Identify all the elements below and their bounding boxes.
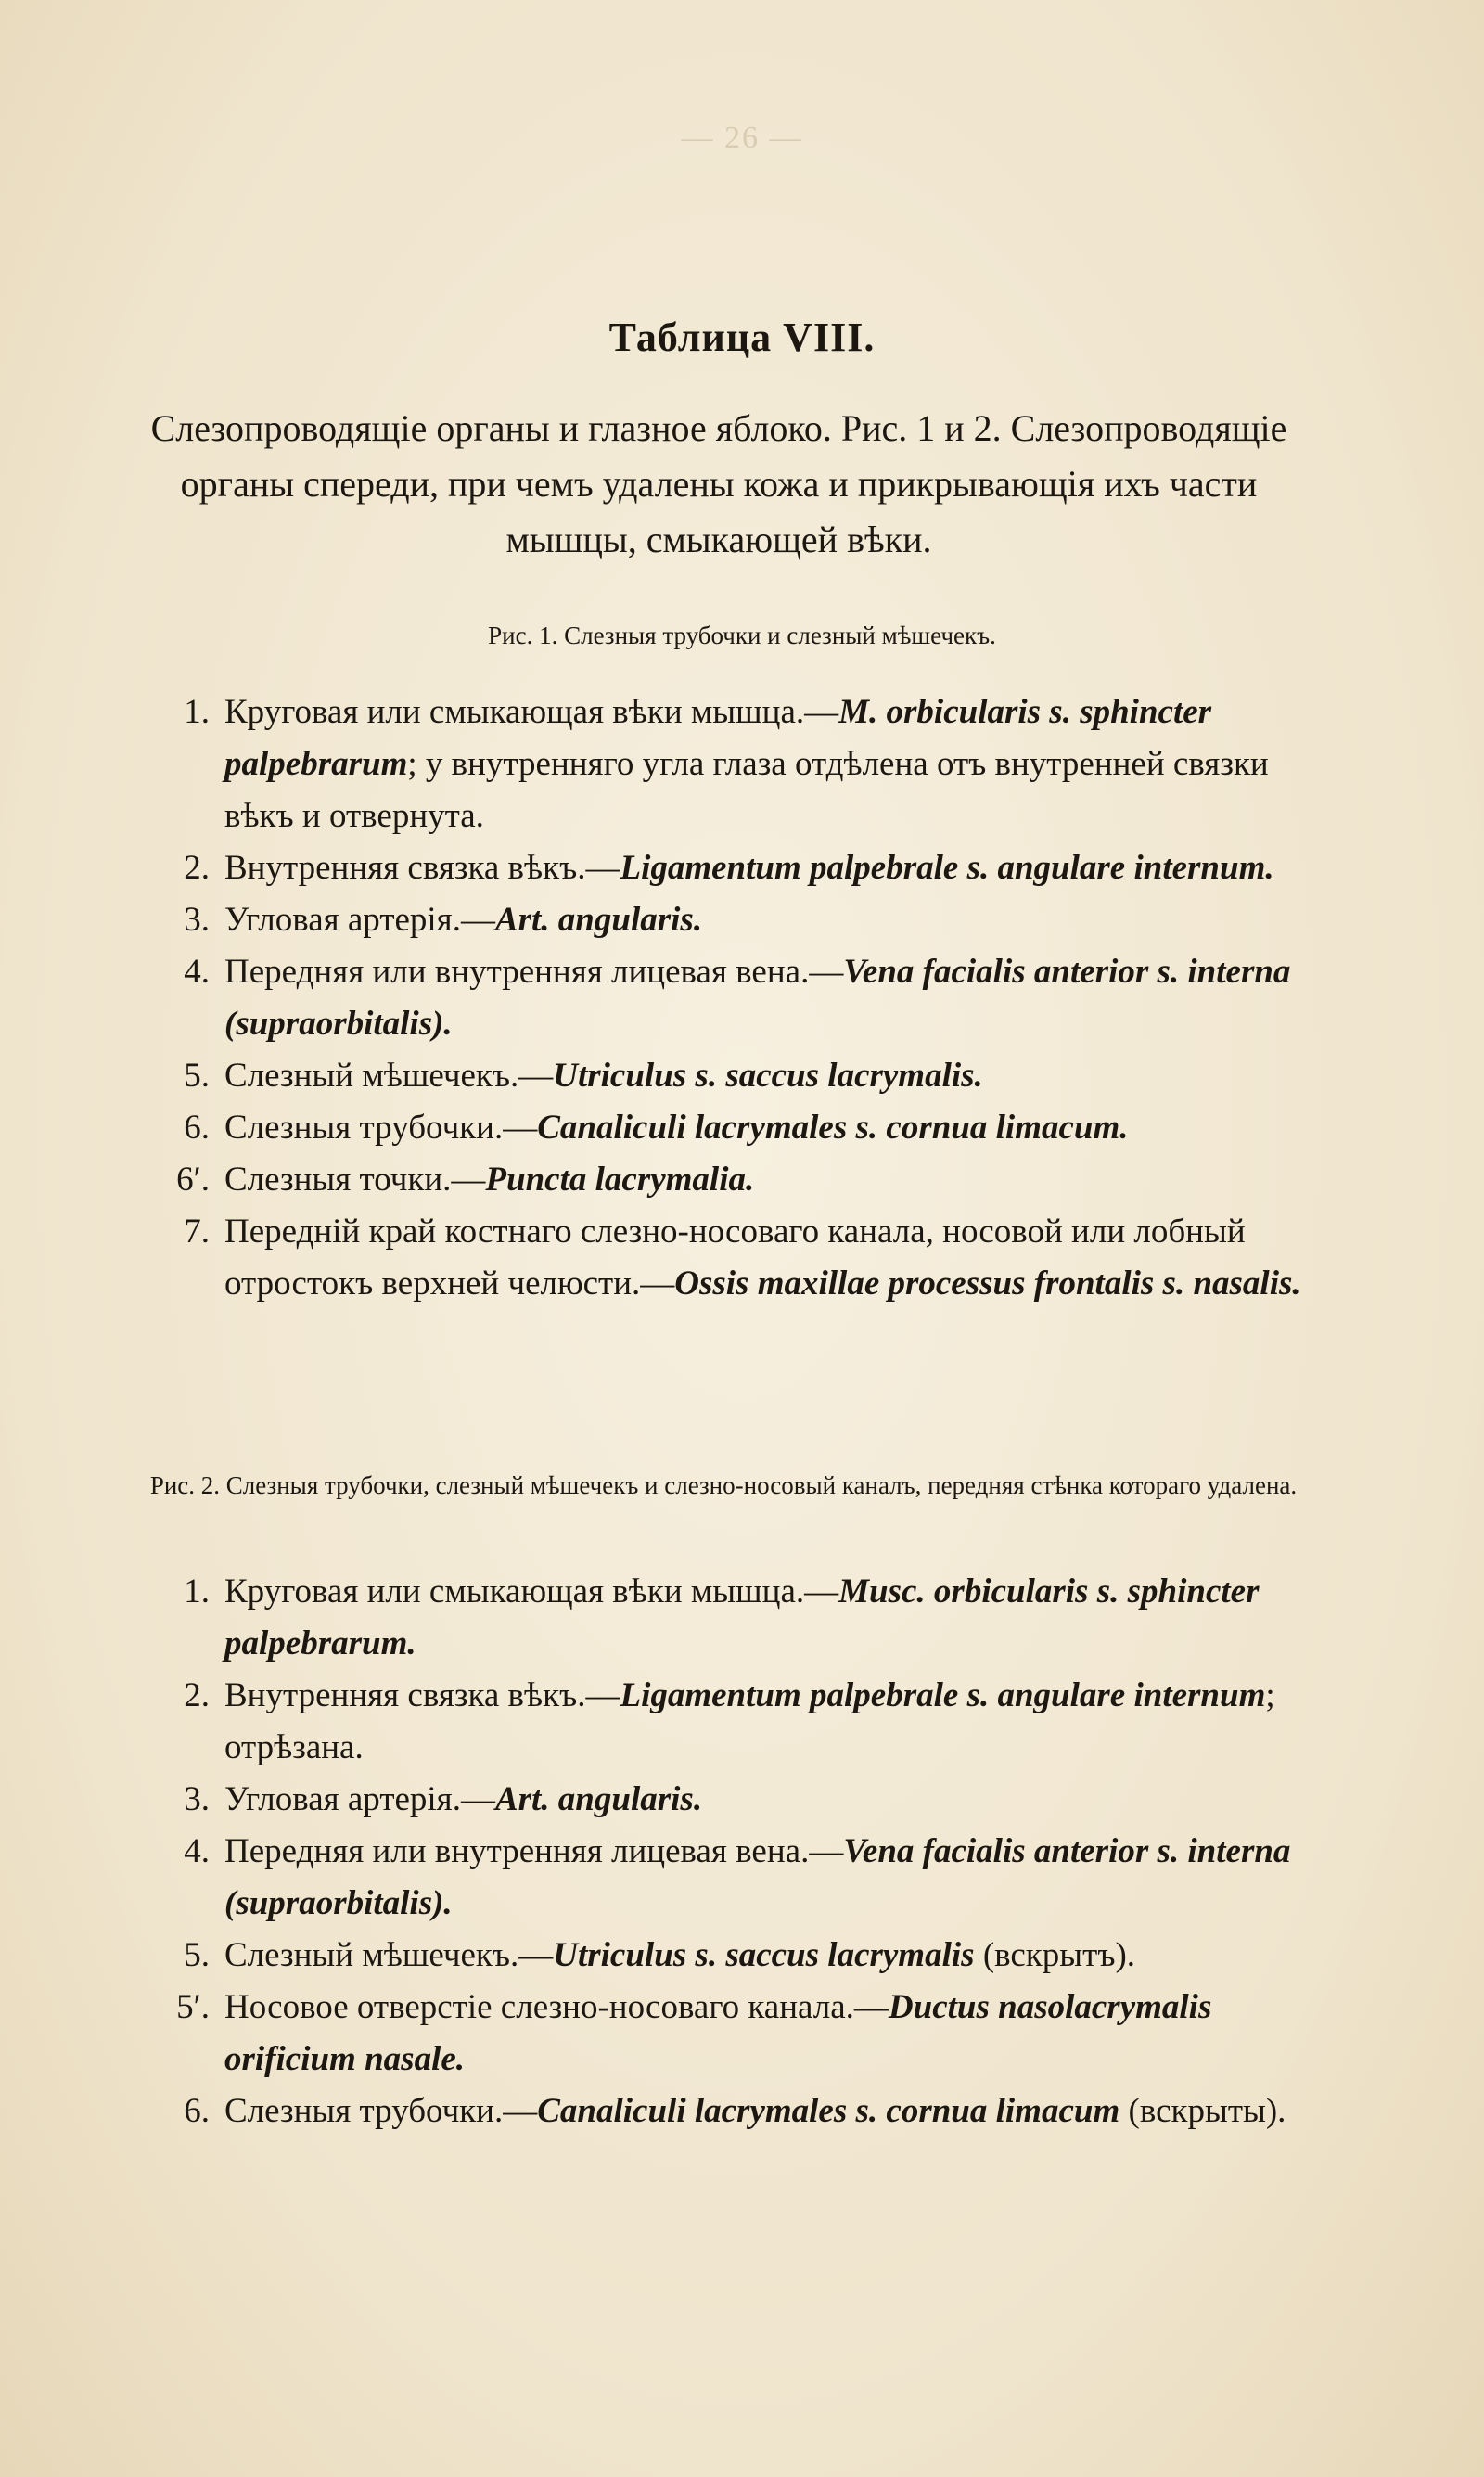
legend-item-note: (вскрыты).: [1119, 2092, 1286, 2130]
legend-item-latin: Utriculus s. saccus lacrymalis.: [553, 1057, 983, 1095]
legend-item-text: [224, 1102, 1326, 1154]
legend-item-latin: Ligamentum palpebrale s. angulare internum.: [620, 849, 1274, 887]
legend-item-number: 4.: [184, 1832, 210, 1870]
legend-item-russian: Передняя или внутренняя лицевая вена.—: [224, 953, 844, 991]
legend-item-latin: Vena facialis anterior s. interna (supraorbitalis).: [224, 953, 1291, 1043]
legend-item-number: 4.: [184, 953, 210, 991]
legend-item-latin: Canaliculi lacrymales s. cornua limacum: [537, 2092, 1120, 2130]
legend-item-latin: Art. angularis.: [494, 1780, 703, 1818]
legend-item-note: ; у внутренняго угла глаза отдѣлена отъ внутренней связки вѣкъ и отвернута.: [224, 745, 1269, 835]
legend-item-number: 7.: [184, 1213, 210, 1251]
legend-item-text: [224, 1154, 1326, 1206]
legend-item: [130, 1102, 1326, 1154]
figure-2-caption: Рис. 2. Слезныя трубочки, слезный мѣшечекъ и слезно-носовый каналъ, передняя стѣнка котораго удалена.: [149, 1471, 1298, 1499]
legend-item-text: [224, 1050, 1326, 1102]
legend-item-latin: Vena facialis anterior s. interna (supraorbitalis).: [224, 1832, 1291, 1922]
legend-item-text: [224, 1566, 1326, 1670]
legend-item-number: 6.: [184, 1109, 210, 1147]
legend-item-text: [224, 946, 1326, 1050]
legend-item: [130, 1774, 1326, 1826]
page-title: Таблица VIII.: [608, 314, 876, 360]
legend-item-russian: Слезныя трубочки.—: [224, 1109, 538, 1147]
legend-item-latin: Canaliculi lacrymales s. cornua limacum.: [537, 1109, 1129, 1147]
legend-item-russian: Слезныя точки.—: [224, 1161, 486, 1199]
legend-item-text: [224, 1930, 1326, 1982]
legend-item-latin: Ossis maxillae processus frontalis s. nasalis.: [674, 1264, 1301, 1303]
legend-item-number: 2.: [184, 1676, 210, 1714]
legend-item-russian: Слезныя трубочки.—: [224, 2092, 538, 2130]
legend-item-russian: Слезный мѣшечекъ.—: [224, 1936, 554, 1974]
legend-item-russian: Угловая артерія.—: [224, 901, 495, 939]
legend-item-russian: Слезный мѣшечекъ.—: [224, 1057, 554, 1095]
legend-item: [130, 687, 1326, 842]
legend-item-number: 1.: [184, 693, 210, 731]
legend-item-number: 5′.: [176, 1988, 210, 2026]
legend-item-number: 3.: [184, 901, 210, 939]
legend-item-text: [224, 894, 1326, 946]
legend-item-latin: Ligamentum palpebrale s. angulare internum: [620, 1676, 1266, 1714]
legend-item-latin: Utriculus s. saccus lacrymalis: [553, 1936, 975, 1974]
legend-item: [130, 946, 1326, 1050]
legend-item-number: 5.: [184, 1936, 210, 1974]
figure-1-caption: Рис. 1. Слезныя трубочки и слезный мѣшечекъ.: [488, 622, 996, 649]
legend-item: [130, 1826, 1326, 1930]
legend-item-russian: Передній край костнаго слезно-носоваго канала, носовой или лобный отростокъ верхней челюсти.—: [224, 1213, 1246, 1303]
legend-item-note: ; отрѣзана.: [224, 1676, 1275, 1766]
legend-item-number: 6.: [184, 2092, 210, 2130]
legend-item-text: [224, 1206, 1326, 1310]
legend-item-number: 5.: [184, 1057, 210, 1095]
legend-item-note: (вскрытъ).: [974, 1936, 1136, 1974]
legend-item: [130, 1982, 1326, 2086]
legend-item-number: 1.: [184, 1572, 210, 1611]
legend-item-latin: Art. angularis.: [494, 901, 703, 939]
legend-item-russian: Внутренняя связка вѣкъ.—: [224, 849, 620, 887]
legend-item-text: [224, 1670, 1326, 1774]
figure-2-legend-list: [130, 1566, 1326, 2137]
legend-item: [130, 1206, 1326, 1310]
legend-item-text: [224, 1774, 1326, 1826]
legend-item-latin: Ductus nasolacrymalis orificium nasale.: [224, 1988, 1212, 2078]
legend-item: [130, 1050, 1326, 1102]
legend-item-russian: Круговая или смыкающая вѣки мышца.—: [224, 693, 839, 731]
legend-item-latin: Puncta lacrymalia.: [485, 1161, 755, 1199]
legend-item: [130, 1154, 1326, 1206]
legend-item-latin: M. orbicularis s. sphincter palpebrarum: [224, 693, 1212, 783]
legend-item-text: [224, 842, 1326, 894]
legend-item: [130, 894, 1326, 946]
legend-item-number: 2.: [184, 849, 210, 887]
legend-item: [130, 1670, 1326, 1774]
legend-item: [130, 1930, 1326, 1982]
legend-item-russian: Передняя или внутренняя лицевая вена.—: [224, 1832, 844, 1870]
intro-paragraph: Слезопроводящіе органы и глазное яблоко. Рис. 1 и 2. Слезопроводящіе органы спереди, при чемъ удалены кожа и прикрывающія ихъ части мышцы, смыкающей вѣки.: [150, 407, 1287, 560]
legend-item-russian: Носовое отверстіе слезно-носоваго канала.—: [224, 1988, 889, 2026]
legend-item-text: [224, 2086, 1326, 2137]
legend-item-number: 6′.: [176, 1161, 210, 1199]
legend-item: [130, 1566, 1326, 1670]
legend-item-latin: Musc. orbicularis s. sphincter palpebrarum.: [224, 1572, 1260, 1662]
legend-item-russian: Внутренняя связка вѣкъ.—: [224, 1676, 620, 1714]
legend-item-russian: Круговая или смыкающая вѣки мышца.—: [224, 1572, 839, 1611]
legend-item: [130, 842, 1326, 894]
legend-item: [130, 2086, 1326, 2137]
legend-item-text: [224, 687, 1326, 842]
figure-1-legend-list: [130, 687, 1326, 1310]
legend-item-number: 3.: [184, 1780, 210, 1818]
page-number: — 26 —: [681, 121, 803, 155]
legend-item-text: [224, 1826, 1326, 1930]
legend-item-text: [224, 1982, 1326, 2086]
legend-item-russian: Угловая артерія.—: [224, 1780, 495, 1818]
